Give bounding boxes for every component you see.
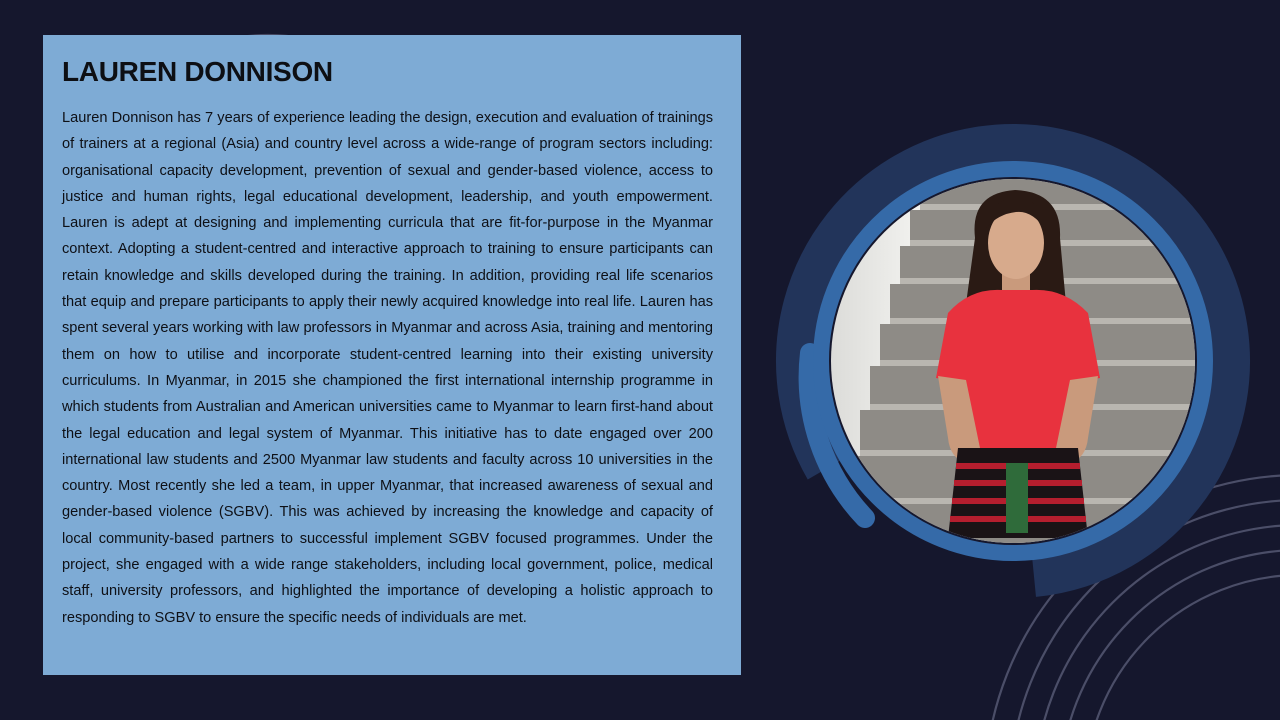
profile-name: LAUREN DONNISON (62, 56, 333, 87)
profile-bio: Lauren Donnison has 7 years of experience leading the design, execution and evaluation of trainings of trainers at a regional (Asia) and country level across a wide-range of program sectors including: organisational capacity development, prevention of sexual and gender-based violence, access to justice and human rights, legal educational development, leadership, and youth empowerment. Lauren is adept at designing and implementing curricula that are fit-for-purpose in the Myanmar context. Adopting a student-centred and interactive approach to training to ensure participants can retain knowledge and skills developed during the training. In addition, providing real life scenarios that equip and prepare participants to apply their newly acquired knowledge into real life. Lauren has spent several years working with law professors in Myanmar and across Asia, training and mentoring them on how to utilise and incorporate student-centred learning into their existing university curriculums. In Myanmar, in 2015 she championed the first international internship programme in which students from Australian and American universities came to Myanmar to learn first-hand about the legal education and legal system of Myanmar. This initiative has to date engaged over 200 international law students and 2500 Myanmar law students and faculty across 10 universities in the country. Most recently she led a team, in upper Myanmar, that increased awareness of sexual and gender-based violence (SGBV). This was achieved by increasing the knowledge and capacity of local community-based partners to successful implement SGBV focused programmes. Under the project, she engaged with a wide range stakeholders, including local government, police, medical staff, university professors, and highlighted the importance of developing a holistic approach to responding to SGBV to ensure the specific needs of individuals are met. (62, 110, 713, 626)
portrait-graphic (770, 118, 1256, 604)
bio-panel (43, 35, 741, 675)
portrait-frame (770, 118, 1256, 604)
